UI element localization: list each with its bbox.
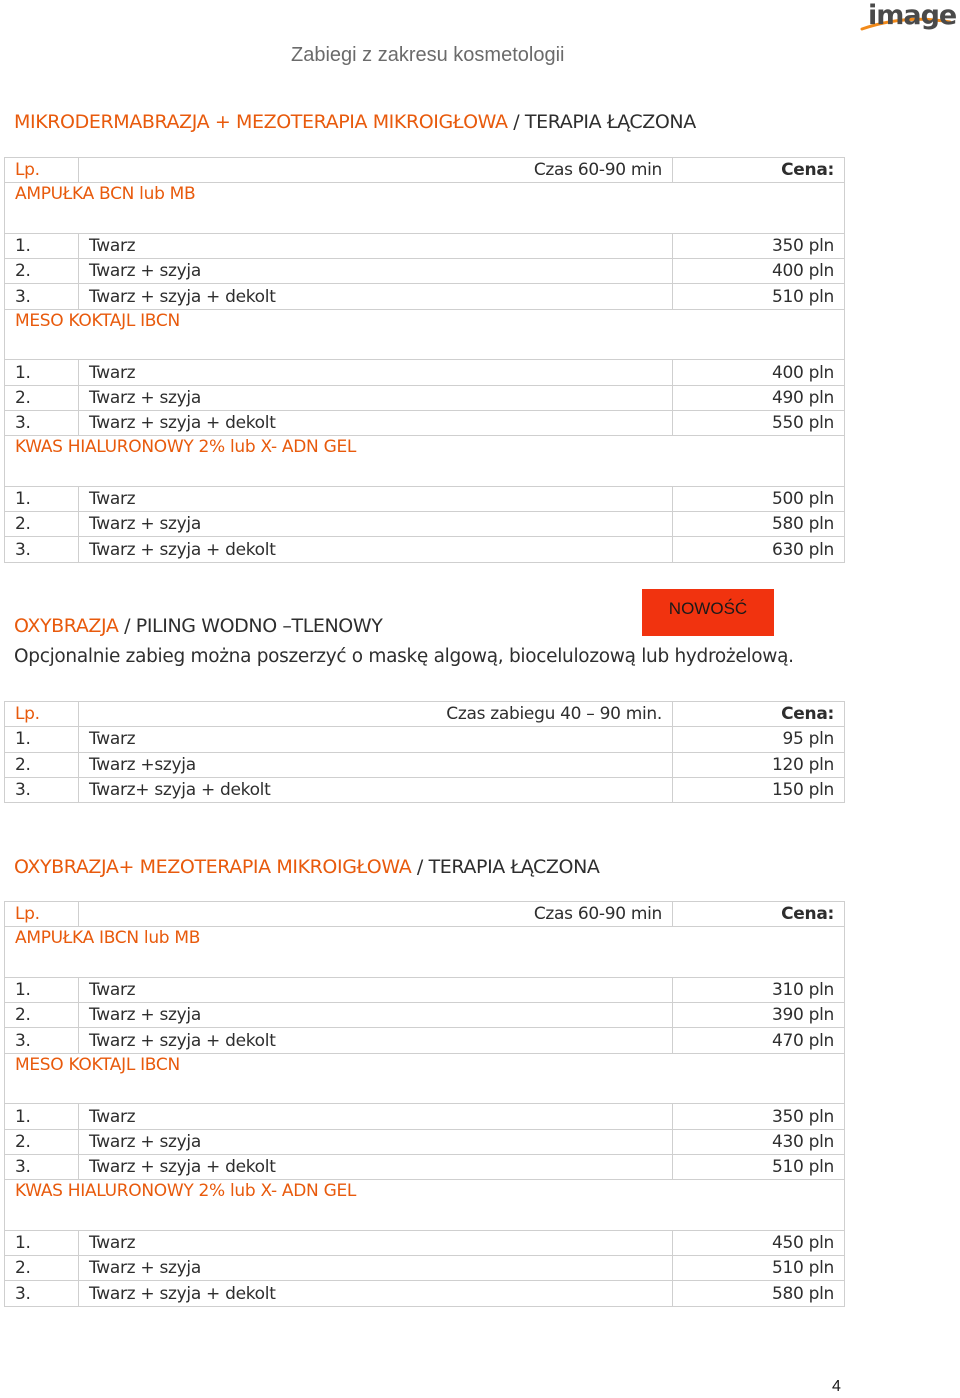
row-number: 2. <box>5 752 79 777</box>
section3-title <box>14 856 600 878</box>
row-price: 120 pln <box>673 752 845 777</box>
row-number: 2. <box>5 259 79 284</box>
group-name: AMPUŁKA IBCN lub MB <box>5 927 845 978</box>
row-number: 3. <box>5 1154 79 1179</box>
row-number: 3. <box>5 537 79 562</box>
section2-subtitle: Opcjonalnie zabieg można poszerzyć o maskę algową, biocelulozową lub hydrożelową. <box>14 646 794 667</box>
col-header-time: Czas 60-90 min <box>79 902 673 927</box>
table-row <box>5 727 845 752</box>
row-price: 430 pln <box>673 1129 845 1154</box>
row-treatment-name: Twarz+ szyja + dekolt <box>79 777 673 802</box>
group-row <box>5 183 845 234</box>
table-row <box>5 1154 845 1179</box>
row-price: 350 pln <box>673 233 845 258</box>
table-row <box>5 1230 845 1255</box>
logo-text: image <box>868 0 957 31</box>
group-name: MESO KOKTAJL IBCN <box>5 1053 845 1104</box>
group-name: KWAS HIALURONOWY 2% lub X- ADN GEL <box>5 1180 845 1231</box>
row-number: 3. <box>5 1028 79 1053</box>
row-treatment-name: Twarz <box>79 1104 673 1129</box>
group-name: MESO KOKTAJL IBCN <box>5 309 845 360</box>
row-price: 630 pln <box>673 537 845 562</box>
section3-title-suffix: / TERAPIA ŁĄCZONA <box>411 856 600 878</box>
table-row <box>5 537 845 562</box>
table-row <box>5 1003 845 1028</box>
row-treatment-name: Twarz + szyja + dekolt <box>79 1281 673 1306</box>
group-row <box>5 927 845 978</box>
row-number: 3. <box>5 777 79 802</box>
section1-title-suffix: / TERAPIA ŁĄCZONA <box>507 111 696 133</box>
row-price: 350 pln <box>673 1104 845 1129</box>
page-number: 4 <box>832 1378 841 1395</box>
table-row <box>5 977 845 1002</box>
table-row <box>5 259 845 284</box>
table-row <box>5 1104 845 1129</box>
row-treatment-name: Twarz + szyja <box>79 1003 673 1028</box>
row-treatment-name: Twarz + szyja + dekolt <box>79 410 673 435</box>
group-row <box>5 436 845 487</box>
row-number: 1. <box>5 360 79 385</box>
row-number: 1. <box>5 486 79 511</box>
brand-logo <box>860 0 957 38</box>
table-row <box>5 1256 845 1281</box>
new-badge: NOWOŚĆ <box>642 589 774 636</box>
row-number: 1. <box>5 727 79 752</box>
row-treatment-name: Twarz + szyja + dekolt <box>79 1028 673 1053</box>
group-name: KWAS HIALURONOWY 2% lub X- ADN GEL <box>5 436 845 487</box>
row-treatment-name: Twarz + szyja + dekolt <box>79 537 673 562</box>
row-price: 150 pln <box>673 777 845 802</box>
row-price: 510 pln <box>673 1154 845 1179</box>
group-row <box>5 309 845 360</box>
section3-price-table <box>4 901 845 1307</box>
table-header-row <box>5 702 845 727</box>
col-header-price: Cena: <box>673 902 845 927</box>
row-treatment-name: Twarz <box>79 360 673 385</box>
section3-title-main: OXYBRAZJA+ MEZOTERAPIA MIKROIGŁOWA <box>14 856 412 878</box>
row-number: 1. <box>5 1230 79 1255</box>
table-row <box>5 777 845 802</box>
row-number: 2. <box>5 1256 79 1281</box>
table-header-row <box>5 902 845 927</box>
section2-price-table <box>4 701 845 803</box>
row-treatment-name: Twarz + szyja + dekolt <box>79 284 673 309</box>
section2-title <box>14 615 382 637</box>
table-row <box>5 410 845 435</box>
row-price: 510 pln <box>673 284 845 309</box>
table-row <box>5 512 845 537</box>
table-row <box>5 233 845 258</box>
row-number: 1. <box>5 977 79 1002</box>
row-number: 3. <box>5 410 79 435</box>
col-header-lp: Lp. <box>5 902 79 927</box>
row-treatment-name: Twarz <box>79 977 673 1002</box>
table-row <box>5 284 845 309</box>
section1-table-body <box>5 158 845 563</box>
page-header-title: Zabiegi z zakresu kosmetologii <box>291 44 565 66</box>
row-price: 580 pln <box>673 512 845 537</box>
row-treatment-name: Twarz <box>79 1230 673 1255</box>
row-treatment-name: Twarz + szyja <box>79 259 673 284</box>
row-number: 3. <box>5 284 79 309</box>
col-header-price: Cena: <box>673 702 845 727</box>
row-number: 2. <box>5 385 79 410</box>
row-treatment-name: Twarz + szyja <box>79 512 673 537</box>
row-price: 390 pln <box>673 1003 845 1028</box>
row-price: 500 pln <box>673 486 845 511</box>
row-treatment-name: Twarz +szyja <box>79 752 673 777</box>
row-treatment-name: Twarz <box>79 727 673 752</box>
row-number: 1. <box>5 233 79 258</box>
row-treatment-name: Twarz + szyja <box>79 1256 673 1281</box>
row-treatment-name: Twarz + szyja <box>79 1129 673 1154</box>
table-row <box>5 1281 845 1306</box>
row-treatment-name: Twarz <box>79 486 673 511</box>
row-number: 2. <box>5 1129 79 1154</box>
section1-title <box>14 111 696 133</box>
row-price: 510 pln <box>673 1256 845 1281</box>
row-treatment-name: Twarz + szyja <box>79 385 673 410</box>
table-row <box>5 385 845 410</box>
row-price: 450 pln <box>673 1230 845 1255</box>
row-price: 490 pln <box>673 385 845 410</box>
row-price: 470 pln <box>673 1028 845 1053</box>
row-price: 550 pln <box>673 410 845 435</box>
col-header-price: Cena: <box>673 158 845 183</box>
section2-title-suffix: / PILING WODNO –TLENOWY <box>118 615 383 637</box>
row-price: 310 pln <box>673 977 845 1002</box>
table-row <box>5 1129 845 1154</box>
group-row <box>5 1053 845 1104</box>
row-treatment-name: Twarz + szyja + dekolt <box>79 1154 673 1179</box>
row-number: 1. <box>5 1104 79 1129</box>
col-header-time: Czas zabiegu 40 – 90 min. <box>79 702 673 727</box>
section1-price-table <box>4 157 845 563</box>
section2-title-main: OXYBRAZJA <box>14 615 119 637</box>
table-row <box>5 1028 845 1053</box>
col-header-time: Czas 60-90 min <box>79 158 673 183</box>
col-header-lp: Lp. <box>5 158 79 183</box>
table-row <box>5 752 845 777</box>
row-price: 580 pln <box>673 1281 845 1306</box>
group-row <box>5 1180 845 1231</box>
section2-table-body <box>5 702 845 803</box>
row-number: 2. <box>5 512 79 537</box>
row-price: 95 pln <box>673 727 845 752</box>
table-header-row <box>5 158 845 183</box>
group-name: AMPUŁKA BCN lub MB <box>5 183 845 234</box>
row-treatment-name: Twarz <box>79 233 673 258</box>
row-number: 3. <box>5 1281 79 1306</box>
section3-table-body <box>5 902 845 1307</box>
table-row <box>5 486 845 511</box>
row-number: 2. <box>5 1003 79 1028</box>
section1-title-main: MIKRODERMABRAZJA + MEZOTERAPIA MIKROIGŁOWA <box>14 111 508 133</box>
table-row <box>5 360 845 385</box>
col-header-lp: Lp. <box>5 702 79 727</box>
row-price: 400 pln <box>673 259 845 284</box>
row-price: 400 pln <box>673 360 845 385</box>
